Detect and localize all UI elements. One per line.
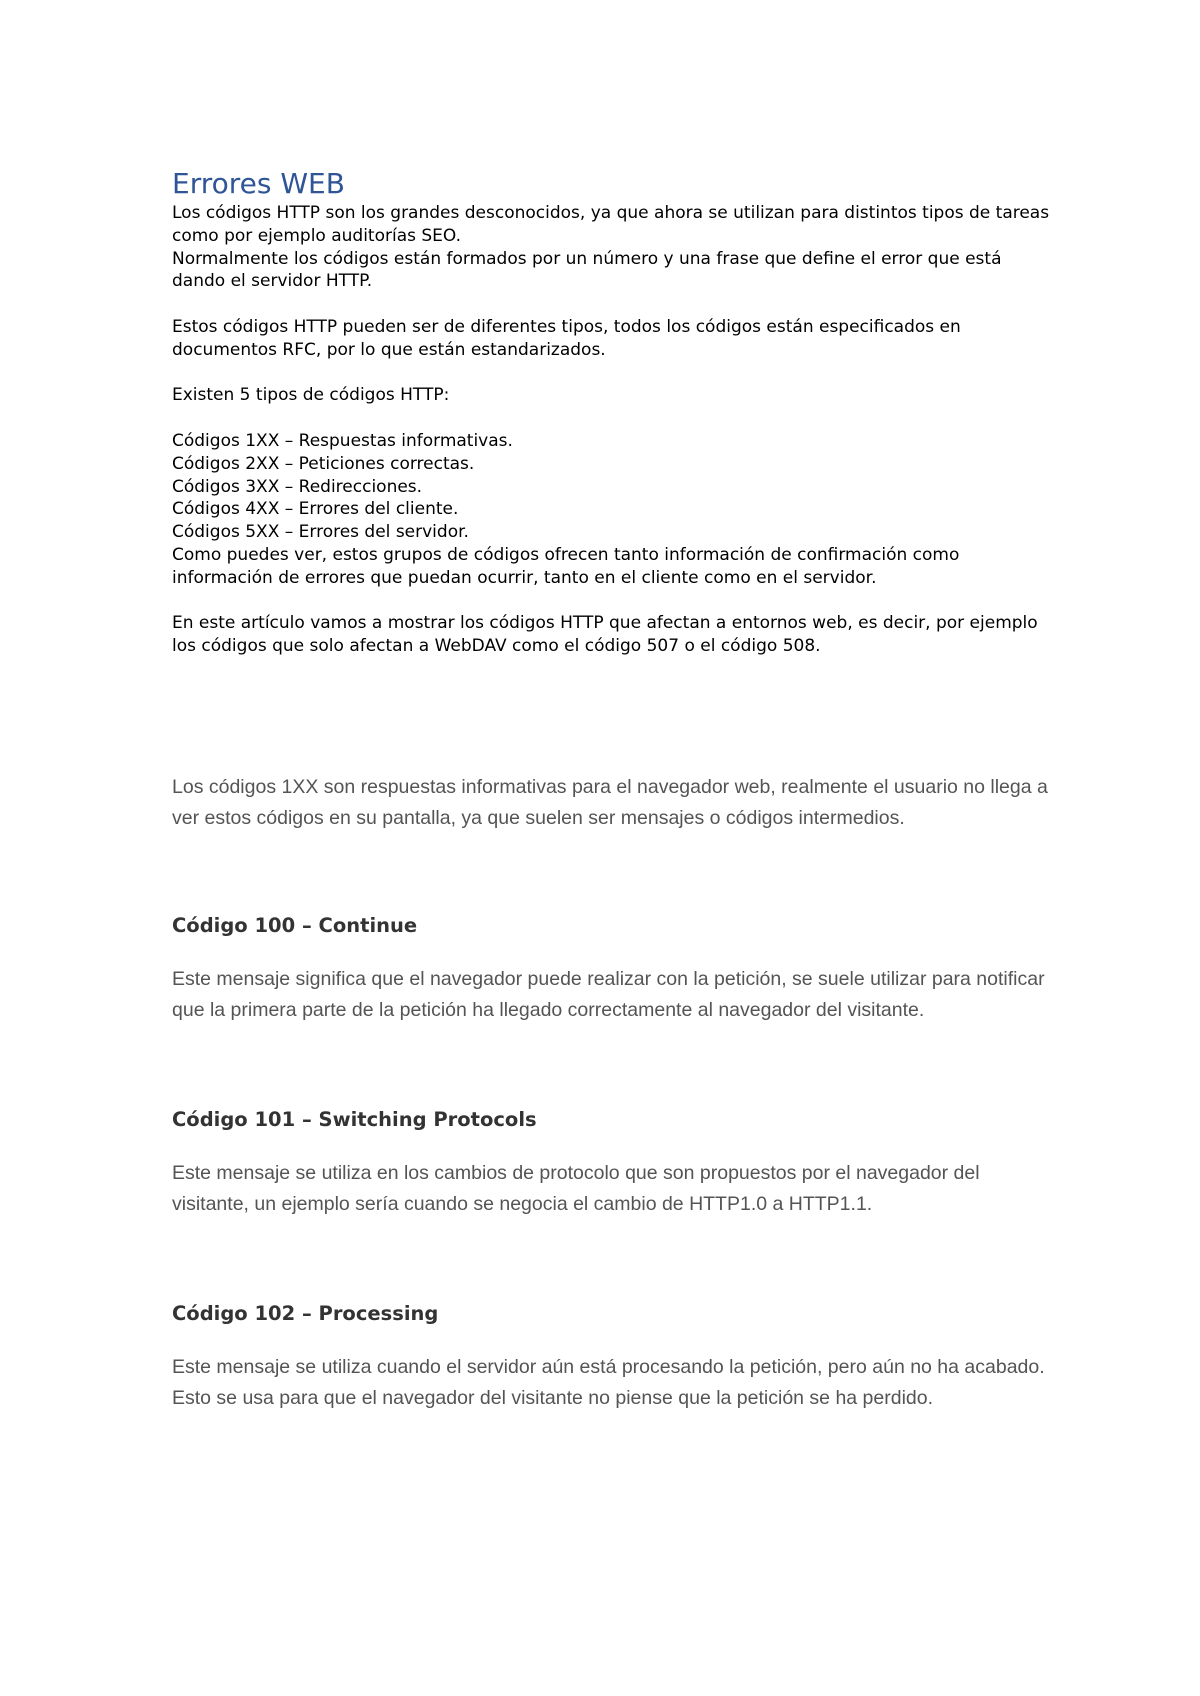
code-type-item: Códigos 5XX – Errores del servidor. (172, 522, 469, 543)
intro-paragraph: Normalmente los códigos están formados por un número y una frase que define el error que está dando el servidor HTTP. (172, 248, 1002, 292)
code-type-item: Códigos 2XX – Peticiones correctas. (172, 453, 475, 474)
intro-section (172, 202, 1052, 658)
code-type-item: Códigos 4XX – Errores del cliente. (172, 499, 459, 520)
document-page (172, 166, 1052, 1414)
section-lead: Los códigos 1XX son respuestas informativas para el navegador web, realmente el usuario no llega a ver estos códigos en su pantalla, ya que suelen ser mensajes o códigos intermedios. (172, 775, 1048, 829)
document-title: Errores WEB (172, 167, 345, 200)
code-100-body: Este mensaje significa que el navegador puede realizar con la petición, se suele utilizar para notificar que la primera parte de la petición ha llegado correctamente al navegador del visitante. (172, 967, 1045, 1021)
intro-paragraph: Los códigos HTTP son los grandes desconocidos, ya que ahora se utilizan para distintos tipos de tareas como por ejemplo auditorías SEO. (172, 203, 1050, 246)
code-100-heading: Código 100 – Continue (172, 913, 418, 937)
code-101-heading: Código 101 – Switching Protocols (172, 1107, 537, 1131)
code-102-body: Este mensaje se utiliza cuando el servidor aún está procesando la petición, pero aún no ha acabado. Esto se usa para que el navegador del visitante no piense que la petición se ha perdido. (172, 1355, 1045, 1409)
intro-paragraph: En este artículo vamos a mostrar los códigos HTTP que afectan a entornos web, es decir, por ejemplo los códigos que solo afectan a WebDAV como el código 507 o el código 508. (172, 613, 1038, 657)
blank-line (172, 362, 1052, 385)
blank-line (172, 590, 1052, 613)
blank-line (172, 407, 1052, 430)
code-101-body: Este mensaje se utiliza en los cambios de protocolo que son propuestos por el navegador del visitante, un ejemplo sería cuando se negocia el cambio de HTTP1.0 a HTTP1.1. (172, 1161, 980, 1215)
intro-paragraph: Como puedes ver, estos grupos de códigos ofrecen tanto información de confirmación como información de errores que puedan ocurrir, tanto en el cliente como en el servidor. (172, 544, 960, 588)
code-type-item: Códigos 1XX – Respuestas informativas. (172, 430, 513, 451)
blank-line (172, 293, 1052, 316)
code-102-heading: Código 102 – Processing (172, 1301, 439, 1325)
intro-paragraph: Estos códigos HTTP pueden ser de diferentes tipos, todos los códigos están especificados en documentos RFC, por lo que están estandarizados. (172, 316, 961, 360)
code-type-item: Códigos 3XX – Redirecciones. (172, 476, 423, 497)
intro-paragraph: Existen 5 tipos de códigos HTTP: (172, 385, 450, 406)
